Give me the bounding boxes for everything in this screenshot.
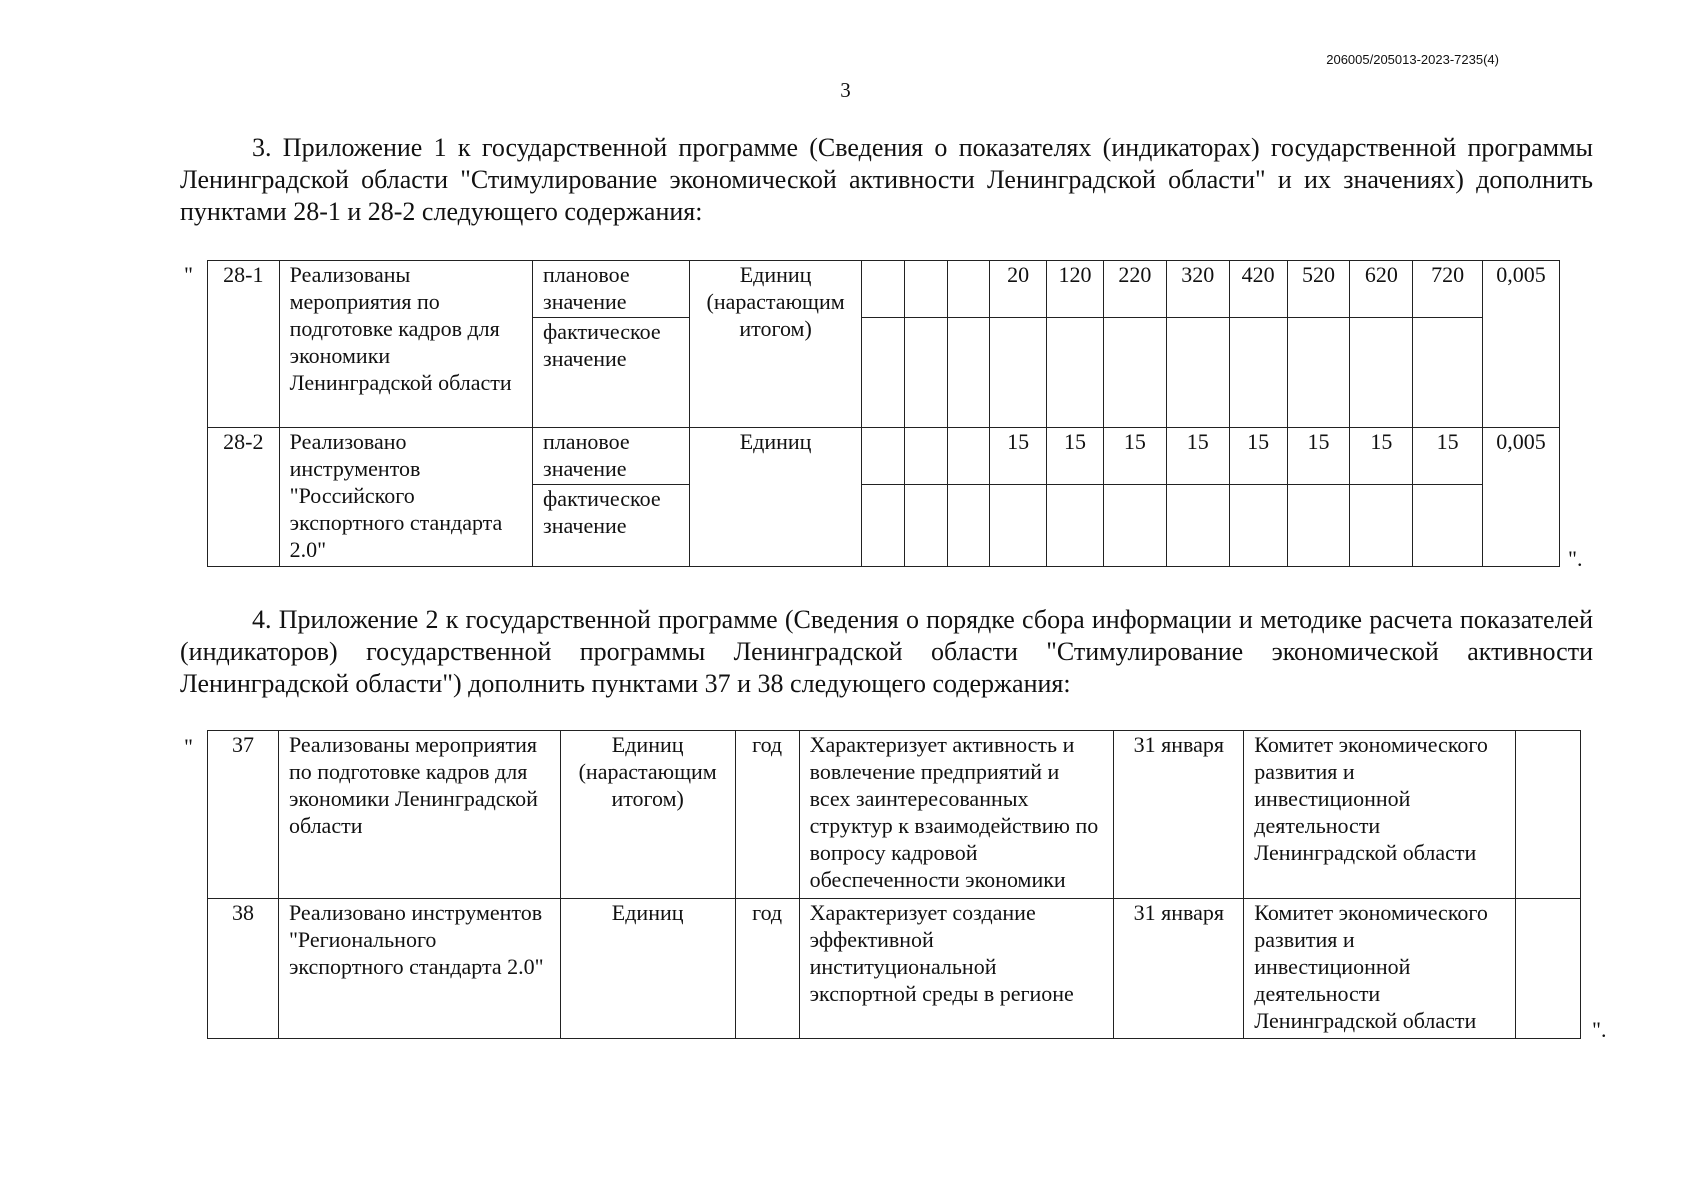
row-number: 28-1 <box>208 261 280 428</box>
methodology-table <box>207 730 1581 1039</box>
empty-cell <box>1350 485 1413 567</box>
table-row <box>208 261 1560 318</box>
table-row <box>208 731 1581 899</box>
value-cell: 15 <box>1287 428 1350 485</box>
empty-cell <box>862 485 905 567</box>
value-cell: 320 <box>1166 261 1229 318</box>
value-cell: 15 <box>1229 428 1287 485</box>
empty-cell <box>947 428 990 485</box>
row-number: 28-2 <box>208 428 280 567</box>
empty-cell <box>1229 318 1287 428</box>
paragraph-amendment-3: 3. Приложение 1 к государственной программе (Сведения о показателях (индикаторах) государственной программы Ленинградской области "Стимулирование экономической активности Ленинградской области" и их значениях) дополнить пунктами 28-1 и 28-2 следующего содержания: <box>180 133 1593 226</box>
empty-cell <box>1287 318 1350 428</box>
row-number: 37 <box>208 731 279 899</box>
description: Характеризует создание эффективной институциональной экспортной среды в регионе <box>799 899 1114 1039</box>
empty-cell <box>1413 318 1483 428</box>
page-number: 3 <box>840 78 851 102</box>
close-quote-table2: ". <box>1592 1017 1607 1042</box>
empty-cell <box>1047 485 1104 567</box>
value-cell: 520 <box>1287 261 1350 318</box>
empty-cell <box>905 318 948 428</box>
empty-cell <box>1103 485 1166 567</box>
value-cell: 15 <box>1047 428 1104 485</box>
period: год <box>735 731 799 899</box>
table-row <box>208 428 1560 485</box>
value-cell: 620 <box>1350 261 1413 318</box>
value-cell: 15 <box>1350 428 1413 485</box>
empty-cell <box>1047 318 1104 428</box>
unit: Единиц (нарастающим итогом) <box>689 261 862 428</box>
table-row <box>208 899 1581 1039</box>
empty-cell <box>1166 318 1229 428</box>
weight-cell: 0,005 <box>1483 261 1560 428</box>
empty-cell <box>905 428 948 485</box>
empty-cell <box>990 485 1047 567</box>
empty-cell <box>947 485 990 567</box>
paragraph-amendment-4: 4. Приложение 2 к государственной программе (Сведения о порядке сбора информации и методике расчета показателей (индикаторов) государственной программы Ленинградской области "Стимулирование экономической активности Ленинградской области") дополнить пунктами 37 и 38 следующего содержания: <box>180 605 1593 698</box>
open-quote-table2: " <box>184 734 193 759</box>
value-cell: 15 <box>1413 428 1483 485</box>
close-quote-table1: ". <box>1568 546 1583 571</box>
unit: Единиц <box>560 899 735 1039</box>
empty-cell <box>1516 731 1581 899</box>
empty-cell <box>1350 318 1413 428</box>
empty-cell <box>905 261 948 318</box>
value-cell: 420 <box>1229 261 1287 318</box>
planned-value-label: плановое значение <box>533 428 690 485</box>
responsible: Комитет экономического развития и инвестиционной деятельности Ленинградской области <box>1244 731 1516 899</box>
actual-value-label: фактическое значение <box>533 318 690 428</box>
empty-cell <box>1103 318 1166 428</box>
value-cell: 15 <box>1166 428 1229 485</box>
weight-cell: 0,005 <box>1483 428 1560 567</box>
indicator-name: Реализовано инструментов "Российского экспортного стандарта 2.0" <box>279 428 532 567</box>
empty-cell <box>1287 485 1350 567</box>
indicator-name: Реализованы мероприятия по подготовке кадров для экономики Ленинградской области <box>278 731 560 899</box>
actual-value-label: фактическое значение <box>533 485 690 567</box>
unit: Единиц <box>689 428 862 567</box>
empty-cell <box>905 485 948 567</box>
value-cell: 15 <box>990 428 1047 485</box>
indicator-name: Реализованы мероприятия по подготовке кадров для экономики Ленинградской области <box>279 261 532 428</box>
empty-cell <box>1166 485 1229 567</box>
indicator-name: Реализовано инструментов "Регионального экспортного стандарта 2.0" <box>278 899 560 1039</box>
responsible: Комитет экономического развития и инвестиционной деятельности Ленинградской области <box>1244 899 1516 1039</box>
period: год <box>735 899 799 1039</box>
planned-value-label: плановое значение <box>533 261 690 318</box>
empty-cell <box>947 318 990 428</box>
empty-cell <box>862 318 905 428</box>
unit: Единиц (нарастающим итогом) <box>560 731 735 899</box>
empty-cell <box>990 318 1047 428</box>
open-quote-table1: " <box>184 262 193 287</box>
empty-cell <box>862 428 905 485</box>
description: Характеризует активность и вовлечение предприятий и всех заинтересованных структур к взаимодействию по вопросу кадровой обеспеченности экономики <box>799 731 1114 899</box>
empty-cell <box>1516 899 1581 1039</box>
empty-cell <box>947 261 990 318</box>
value-cell: 720 <box>1413 261 1483 318</box>
value-cell: 20 <box>990 261 1047 318</box>
empty-cell <box>1229 485 1287 567</box>
value-cell: 15 <box>1103 428 1166 485</box>
indicators-table <box>207 260 1560 567</box>
empty-cell <box>1413 485 1483 567</box>
value-cell: 120 <box>1047 261 1104 318</box>
document-id: 206005/205013-2023-7235(4) <box>1326 52 1499 67</box>
empty-cell <box>862 261 905 318</box>
deadline: 31 января <box>1114 731 1244 899</box>
deadline: 31 января <box>1114 899 1244 1039</box>
value-cell: 220 <box>1103 261 1166 318</box>
row-number: 38 <box>208 899 279 1039</box>
